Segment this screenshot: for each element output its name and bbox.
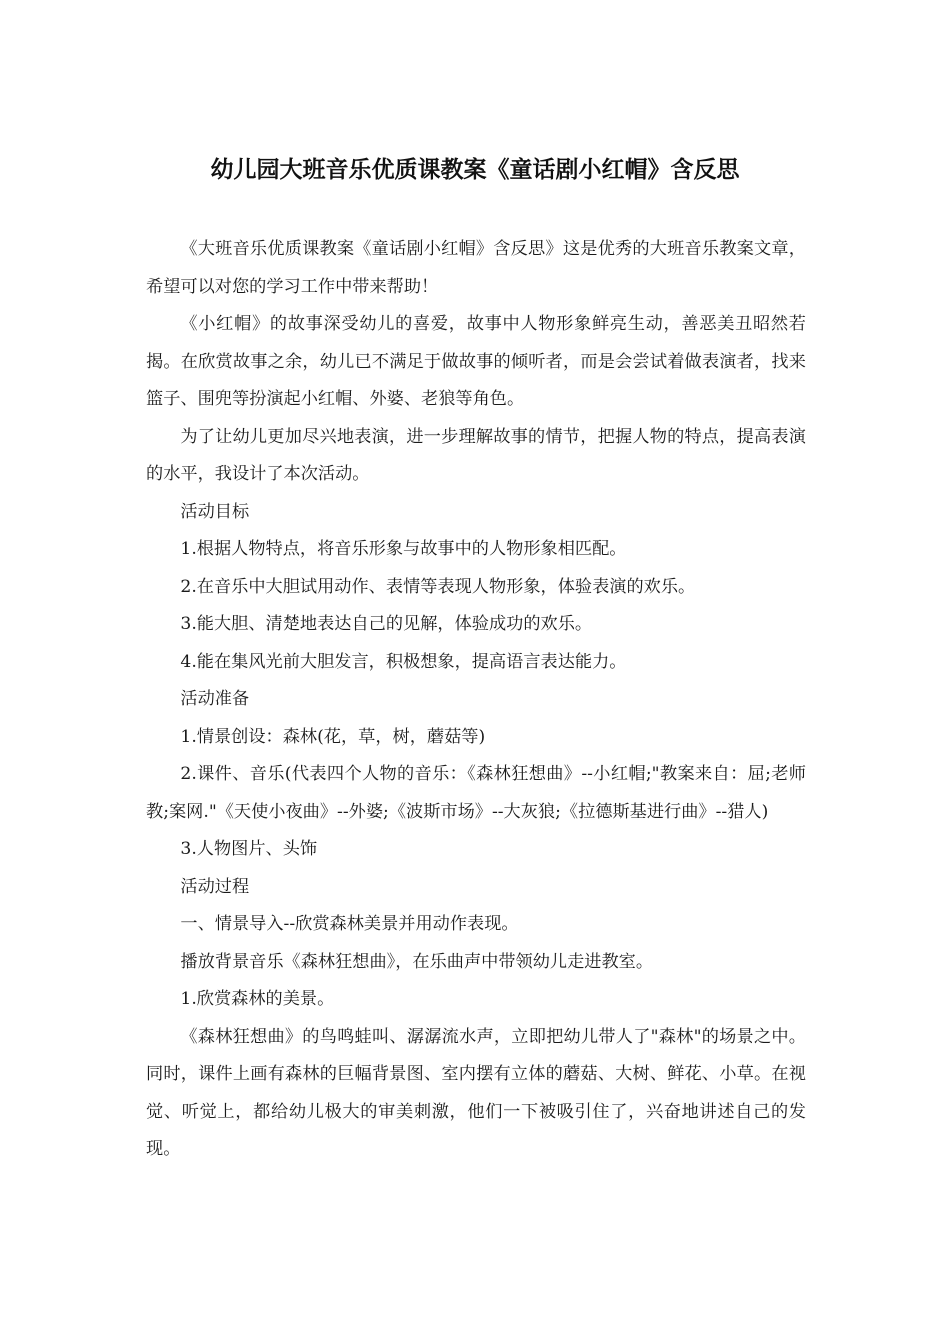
section-heading-process: 活动过程 [180, 876, 250, 897]
forest-description-paragraph: 《森林狂想曲》的鸟鸣蛙叫、潺潺流水声，立即把幼儿带人了"森林"的场景之中。同时，课件上画有森林的巨幅背景图、室内摆有立体的蘑菇、大树、鲜花、小草。在视觉、听觉上，都给幼儿极大的审美刺激，他们一下被吸引住了，兴奋地讲述自己的发现。 [146, 1026, 806, 1159]
goal-item-1: 1.根据人物特点，将音乐形象与故事中的人物形象相匹配。 [180, 539, 627, 559]
section-heading-preparation: 活动准备 [180, 689, 250, 709]
process-step-1-heading: 一、情景导入--欣赏森林美景并用动作表现。 [180, 914, 519, 934]
section-heading-goals: 活动目标 [180, 501, 250, 522]
goal-item-2: 2.在音乐中大胆试用动作、表情等表现人物形象，体验表演的欢乐。 [180, 576, 696, 597]
prep-item-2: 2.课件、音乐(代表四个人物的音乐：《森林狂想曲》--小红帽;"教案来自：屈;老师教;案网."《天使小夜曲》--外婆;《波斯市场》--大灰狼;《拉德斯基进行曲》--猎人) [146, 764, 806, 822]
process-paragraph: 播放背景音乐《森林狂想曲》，在乐曲声中带领幼儿走进教室。 [180, 951, 654, 972]
intro-paragraph: 《大班音乐优质课教案《童话剧小红帽》含反思》这是优秀的大班音乐教案文章，希望可以对您的学习工作中带来帮助！ [146, 239, 806, 297]
prep-item-1: 1.情景创设：森林(花，草，树，蘑菇等) [180, 726, 486, 747]
background-paragraph: 《小红帽》的故事深受幼儿的喜爱，故事中人物形象鲜亮生动，善恶美丑昭然若揭。在欣赏故事之余，幼儿已不满足于做故事的倾听者，而是会尝试着做表演者，找来篮子、围兜等扮演起小红帽、外婆、老狼等角色。 [146, 314, 806, 409]
goal-item-3: 3.能大胆、清楚地表达自己的见解，体验成功的欢乐。 [180, 614, 593, 634]
document-body [146, 231, 806, 1169]
process-sub-item-1: 1.欣赏森林的美景。 [180, 989, 335, 1009]
document-title: 幼儿园大班音乐优质课教案《童话剧小红帽》含反思 [210, 157, 740, 183]
design-intent-paragraph: 为了让幼儿更加尽兴地表演，进一步理解故事的情节，把握人物的特点，提高表演的水平，我设计了本次活动。 [146, 426, 806, 484]
goal-item-4: 4.能在集风光前大胆发言，积极想象，提高语言表达能力。 [180, 651, 627, 672]
prep-item-3: 3.人物图片、头饰 [180, 839, 318, 859]
